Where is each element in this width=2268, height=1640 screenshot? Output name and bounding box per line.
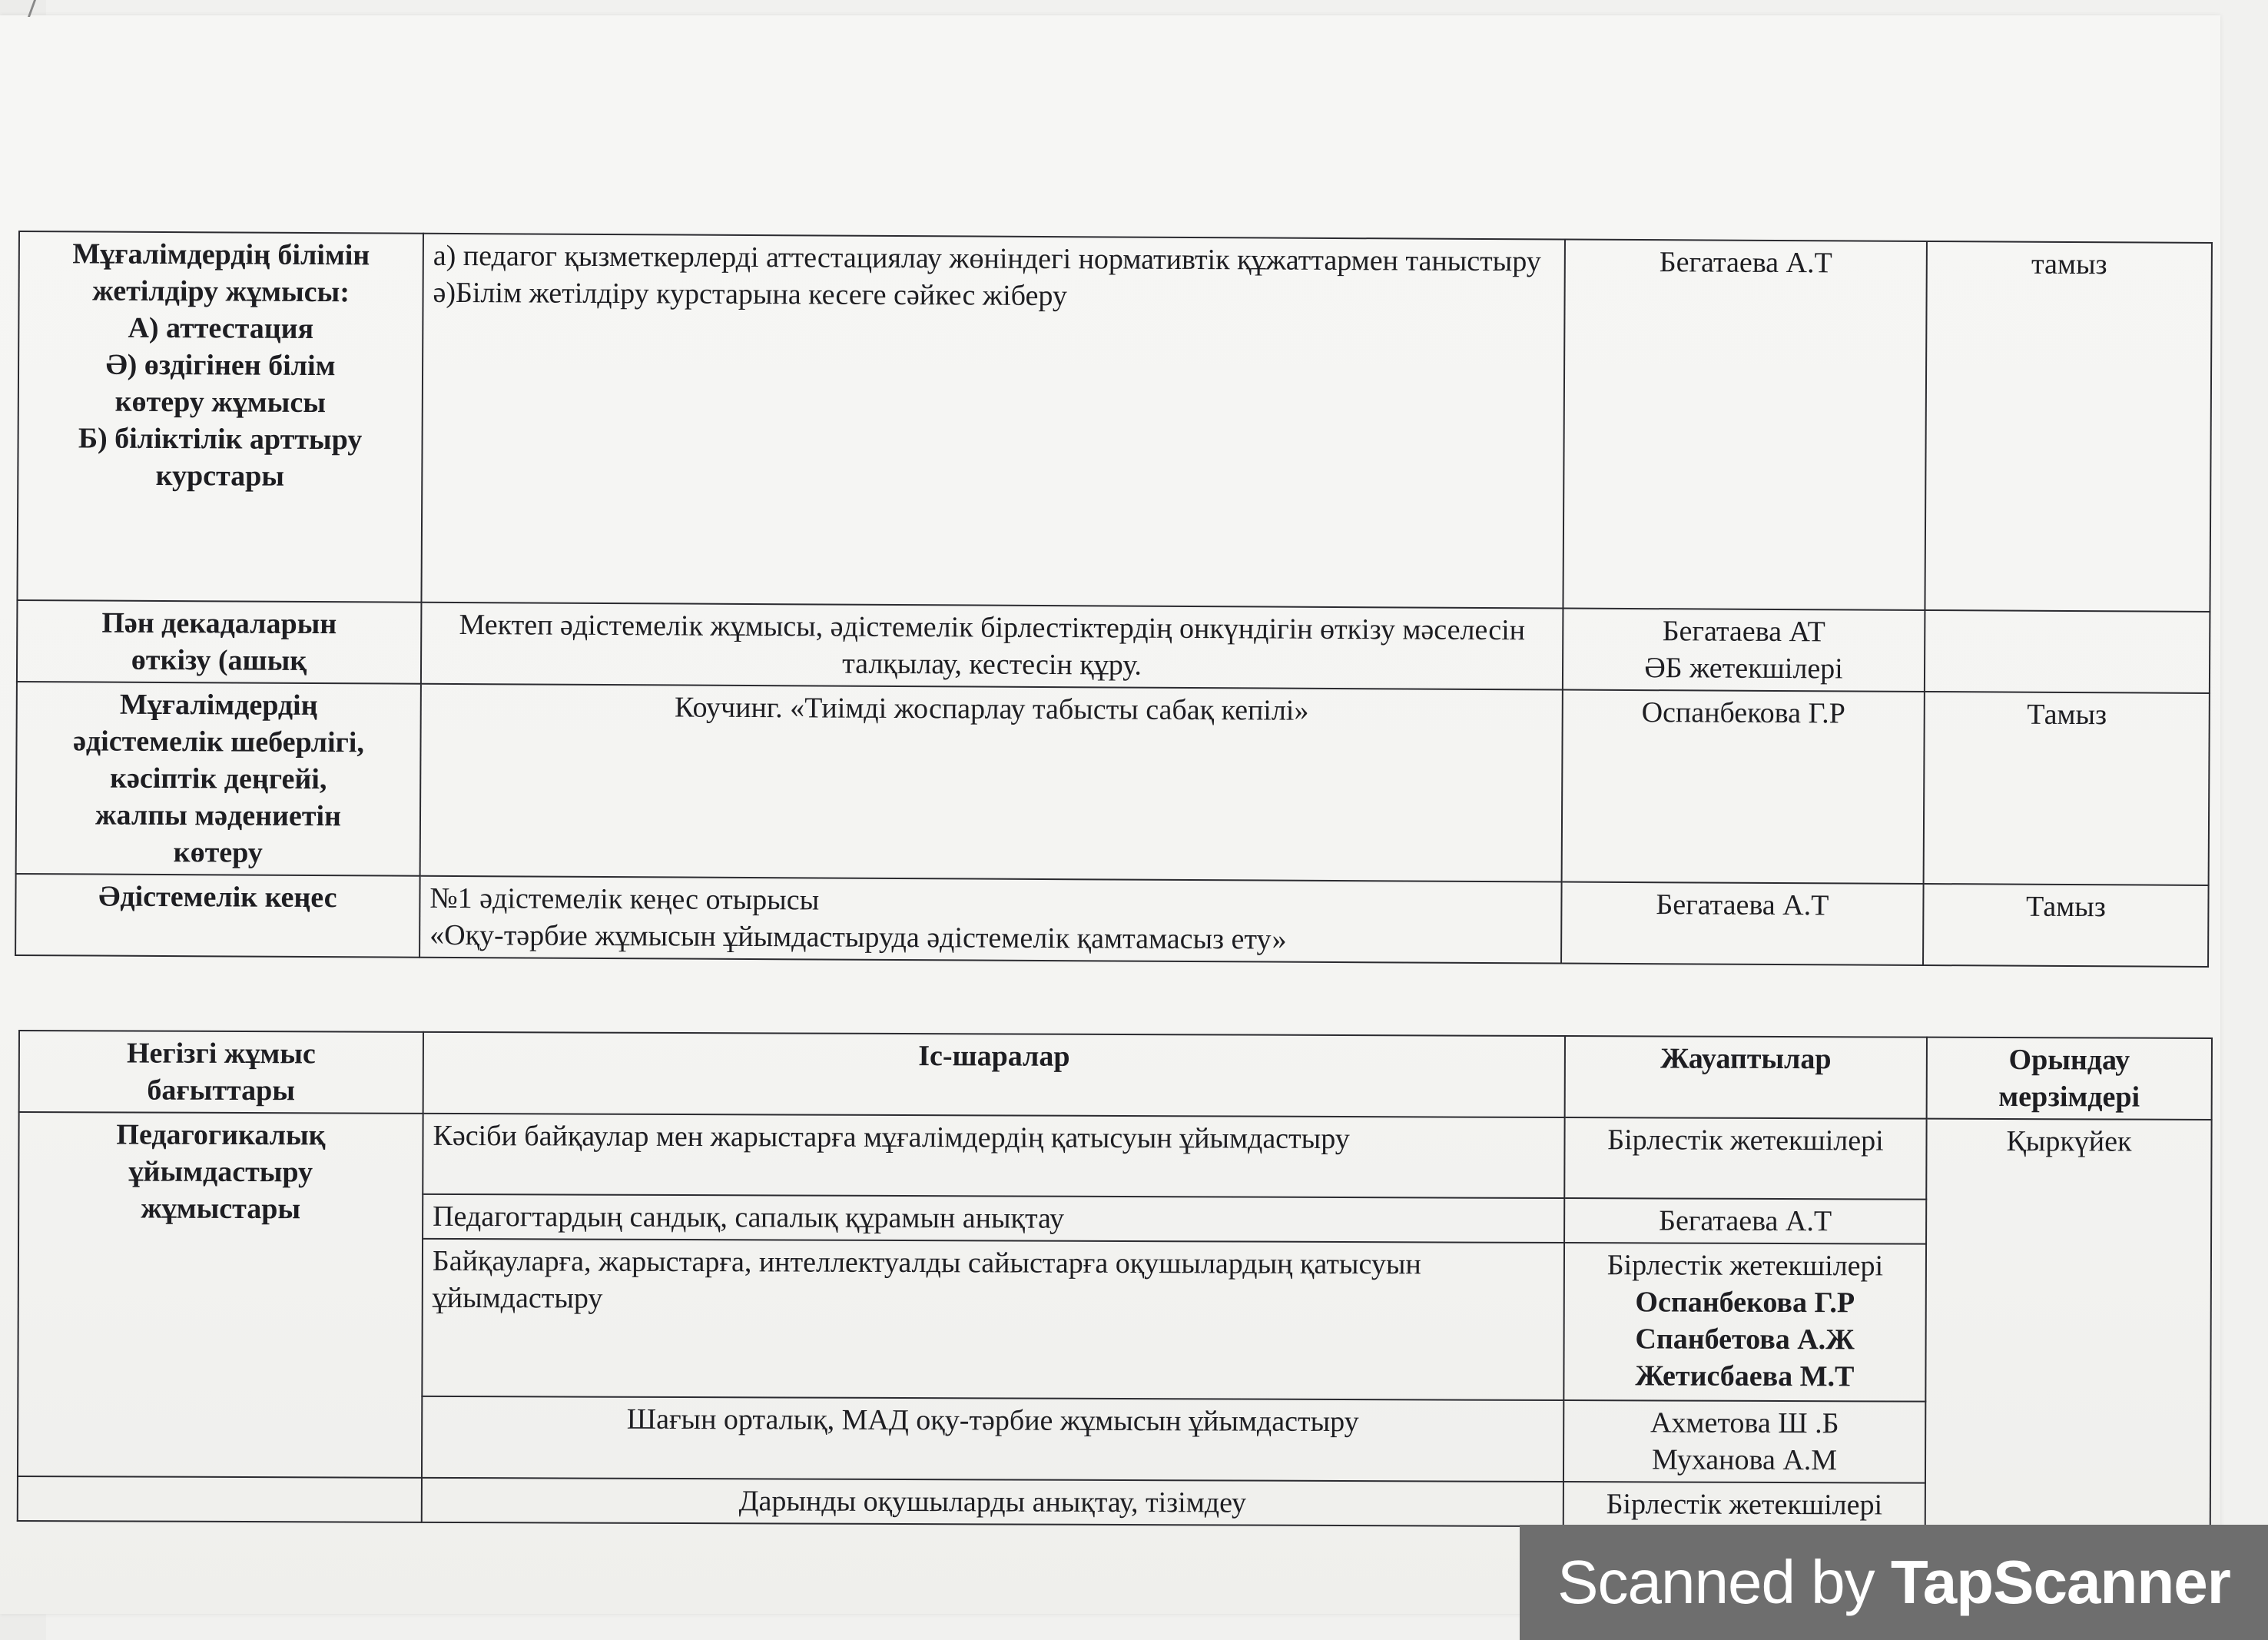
direction-line: көтеру bbox=[173, 836, 263, 869]
direction-line: Мұғалімдердің білімін bbox=[72, 237, 370, 272]
direction-line: әдістемелік шеберлігі, bbox=[73, 725, 365, 759]
table-row bbox=[16, 682, 2210, 885]
activity-cell bbox=[419, 876, 1562, 964]
activity-text: Байқауларға, жарыстарға, интеллектуалды сайыстарға оқушылардың қатысуын ұйымдастыру bbox=[432, 1244, 1421, 1315]
activity-cell bbox=[421, 603, 1563, 690]
responsible-text: Спанбетова А.Ж bbox=[1635, 1323, 1855, 1356]
responsible-text: Оспанбекова Г.Р bbox=[1635, 1286, 1855, 1320]
responsible-text: Бегатаева АТ bbox=[1662, 615, 1825, 649]
responsible-cell bbox=[1563, 1400, 1925, 1483]
date-text: тамыз bbox=[2031, 247, 2107, 281]
header-text: бағыттары bbox=[147, 1074, 296, 1107]
table-row bbox=[18, 1476, 2210, 1529]
responsible-cell bbox=[1563, 609, 1925, 692]
activity-text: ә)Білім жетілдіру курстарына кесеге сәйкес жіберу bbox=[433, 276, 1067, 313]
activity-text: Мектеп әдістемелік жұмысы, әдістемелік бірлестіктердің онкүндігін өткізу мәселесін талқылау, кестесін құру. bbox=[459, 609, 1526, 682]
direction-line: Б) біліктілік арттыру bbox=[78, 422, 363, 456]
watermark-prefix: Scanned by bbox=[1557, 1548, 1891, 1616]
header-text: мерзімдері bbox=[1998, 1080, 2140, 1114]
responsible-text: Бегатаева А.Т bbox=[1659, 1204, 1832, 1238]
header-direction bbox=[19, 1031, 423, 1114]
responsible-text: Оспанбекова Г.Р bbox=[1641, 696, 1845, 730]
activity-cell bbox=[421, 234, 1564, 609]
activity-text: Кәсіби байқаулар мен жарыстарға мұғалімдердің қатысуын ұйымдастыру bbox=[433, 1119, 1350, 1156]
responsible-text: Жетисбаева М.Т bbox=[1635, 1359, 1855, 1393]
plan-table-top bbox=[15, 231, 2213, 968]
header-activity bbox=[423, 1032, 1565, 1117]
table-row bbox=[18, 1112, 2211, 1200]
direction-line: Ә) өздігінен білім bbox=[105, 348, 336, 383]
date-text: Қыркүйек bbox=[2006, 1125, 2132, 1158]
responsible-cell bbox=[1563, 1243, 1926, 1402]
activity-cell bbox=[423, 1114, 1564, 1198]
direction-line: Педагогикалық bbox=[116, 1118, 326, 1152]
activity-text: Дарынды оқушыларды анықтау, тізімдеу bbox=[738, 1485, 1247, 1519]
responsible-cell bbox=[1563, 1482, 1925, 1528]
header-text: Негізгі жұмыс bbox=[126, 1037, 316, 1071]
activity-text: Шағын орталық, МАД оқу-тәрбие жұмысын ұйымдастыру bbox=[626, 1403, 1359, 1439]
activity-cell bbox=[422, 1396, 1563, 1482]
direction-cell-empty bbox=[18, 1476, 422, 1522]
responsible-text: Бірлестік жетекшілері bbox=[1606, 1488, 1883, 1522]
direction-cell bbox=[17, 600, 422, 684]
activity-text: «Оқу-тәрбие жұмысын ұйымдастыруда әдістемелік қамтамасыз ету» bbox=[429, 918, 1287, 956]
direction-line: ұйымдастыру bbox=[128, 1155, 313, 1189]
activity-cell bbox=[422, 1239, 1564, 1400]
responsible-cell bbox=[1561, 882, 1924, 965]
activity-cell bbox=[422, 1478, 1563, 1526]
activity-text: а) педагог қызметкерлерді аттестациялау жөніндегі нормативтік құжаттармен таныстыру bbox=[433, 239, 1541, 278]
direction-cell bbox=[18, 1112, 423, 1478]
direction-cell bbox=[17, 231, 423, 603]
header-text: Жауаптылар bbox=[1660, 1042, 1832, 1076]
header-responsible bbox=[1565, 1036, 1927, 1119]
date-text: Тамыз bbox=[2025, 890, 2106, 924]
responsible-cell bbox=[1564, 1117, 1926, 1200]
watermark-brand: TapScanner bbox=[1890, 1548, 2230, 1616]
date-text bbox=[1935, 614, 2200, 616]
table-row bbox=[15, 874, 2209, 967]
responsible-text: Муханова А.М bbox=[1651, 1443, 1838, 1477]
direction-line: Пән декадаларын bbox=[101, 606, 337, 641]
direction-line: А) аттестация bbox=[128, 311, 314, 346]
direction-line: жұмыстары bbox=[141, 1192, 301, 1226]
direction-line: кәсіптік деңгейі, bbox=[110, 762, 327, 796]
responsible-text: Бірлестік жетекшілері bbox=[1607, 1124, 1884, 1157]
responsible-cell bbox=[1564, 1198, 1926, 1244]
table-row bbox=[17, 231, 2211, 612]
direction-cell bbox=[15, 874, 420, 958]
header-row bbox=[19, 1031, 2212, 1120]
header-text: Орындау bbox=[2008, 1044, 2130, 1077]
date-text: Тамыз bbox=[2027, 698, 2107, 732]
responsible-text: ӘБ жетекшілері bbox=[1644, 652, 1843, 686]
responsible-cell bbox=[1563, 240, 1927, 610]
direction-line: жетілдіру жұмысы: bbox=[92, 274, 350, 309]
activity-text: №1 әдістемелік кеңес отырысы bbox=[429, 881, 820, 917]
plan-table-bottom bbox=[17, 1030, 2213, 1529]
direction-cell bbox=[16, 682, 421, 876]
direction-line: жалпы мәдениетін bbox=[94, 798, 342, 833]
date-cell bbox=[1925, 1119, 2212, 1529]
activity-cell bbox=[420, 684, 1563, 882]
date-cell bbox=[1925, 241, 2212, 612]
direction-line: өткізу (ашық bbox=[131, 643, 307, 677]
responsible-cell bbox=[1562, 690, 1925, 884]
table-row bbox=[17, 600, 2210, 693]
header-text: Іс-шаралар bbox=[918, 1040, 1070, 1073]
date-cell bbox=[1925, 610, 2210, 693]
direction-line: көтеру жұмысы bbox=[114, 385, 327, 420]
responsible-text: Бірлестік жетекшілері bbox=[1606, 1249, 1884, 1283]
date-cell bbox=[1924, 692, 2210, 885]
direction-line: Мұғалімдердің bbox=[119, 688, 318, 722]
activity-text: Педагогтардың сандық, сапалық құрамын анықтау bbox=[433, 1200, 1065, 1235]
scanner-watermark bbox=[1520, 1525, 2268, 1640]
date-cell bbox=[1923, 884, 2209, 967]
header-date bbox=[1927, 1037, 2212, 1120]
responsible-text: Бегатаева А.Т bbox=[1656, 888, 1829, 922]
direction-line: курстары bbox=[155, 459, 285, 493]
responsible-text: Бегатаева А.Т bbox=[1659, 246, 1832, 280]
activity-text: Коучинг. «Тиімді жоспарлау табысты сабақ кепілі» bbox=[674, 691, 1309, 727]
activity-cell bbox=[423, 1194, 1564, 1243]
responsible-text: Ахметова Ш .Б bbox=[1650, 1406, 1839, 1440]
direction-line: Әдістемелік кеңес bbox=[98, 880, 337, 915]
